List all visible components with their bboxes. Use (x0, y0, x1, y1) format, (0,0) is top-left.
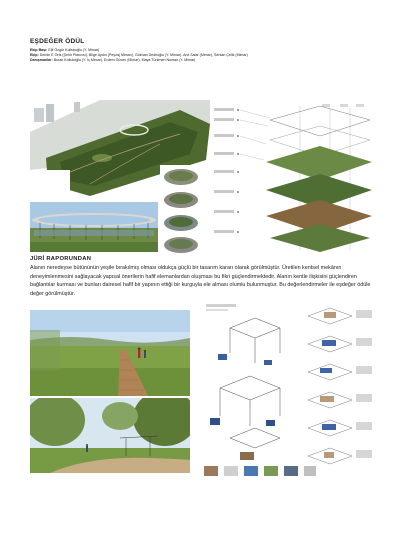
award-title: EŞDEĞER ÖDÜL (30, 38, 85, 45)
pavilion-model-series (160, 165, 202, 257)
tree-pergola-render (30, 398, 190, 473)
credit-advisors-label: Danışmanlar: (30, 58, 53, 63)
exploded-layer-diagram (210, 100, 375, 255)
jury-report-text: Alanın neredeyse bütününün yeşile bırakılmış olması oldukça güçlü bir tasarım kararı olarak görülmüştür. Üretilen kentsel mekânın deneyimlenmesini sağlayacak yapısal önerilerin hafif elemanlardan oluşması bu fikri güçlendirmektedir. Alanın kentle ilişkisini güçlendiren bağlantılar kurması ve bunları dairesel hafif bir yapının ettiği bir kurguyla ele alması olumlu bulunmuştur. Bu değerlendirmeler ile eşdeğer ödüle değer görülmüştür. (30, 265, 371, 297)
unit-types-diagram (298, 298, 376, 473)
credit-team-value: Demie E Örts (Şehir Plancısı), Bilge Aydın (Peyzaj Mimarı), Gökhan Dedeoğlu (Y. Mimar), Anıl Salar (Mimar), Serkan Çelik (Mimar) (39, 53, 248, 58)
credit-advisors-value: Burak Koltukoğlu (Y. İç Mimar), Erdem Güven (Mimar), Maya Türkmen Numan (Y. Mimar) (53, 58, 196, 63)
boardwalk-meadow-render (30, 310, 190, 396)
credit-advisors (30, 58, 375, 63)
jury-report-title: JÜRİ RAPORUNDAN (30, 256, 92, 262)
circular-pavilion-render (30, 202, 158, 252)
jury-report-section (30, 256, 375, 298)
modular-structure-diagram (200, 298, 295, 470)
credit-lead-label: Ekip Başı: (30, 48, 48, 52)
credits-block (30, 38, 375, 64)
program-icon-row (200, 462, 320, 486)
credit-lead-value: Elif Özgür Koltukoğlu (Y. Mimar) (48, 48, 100, 52)
credit-team-label: Ekip: (30, 53, 39, 58)
